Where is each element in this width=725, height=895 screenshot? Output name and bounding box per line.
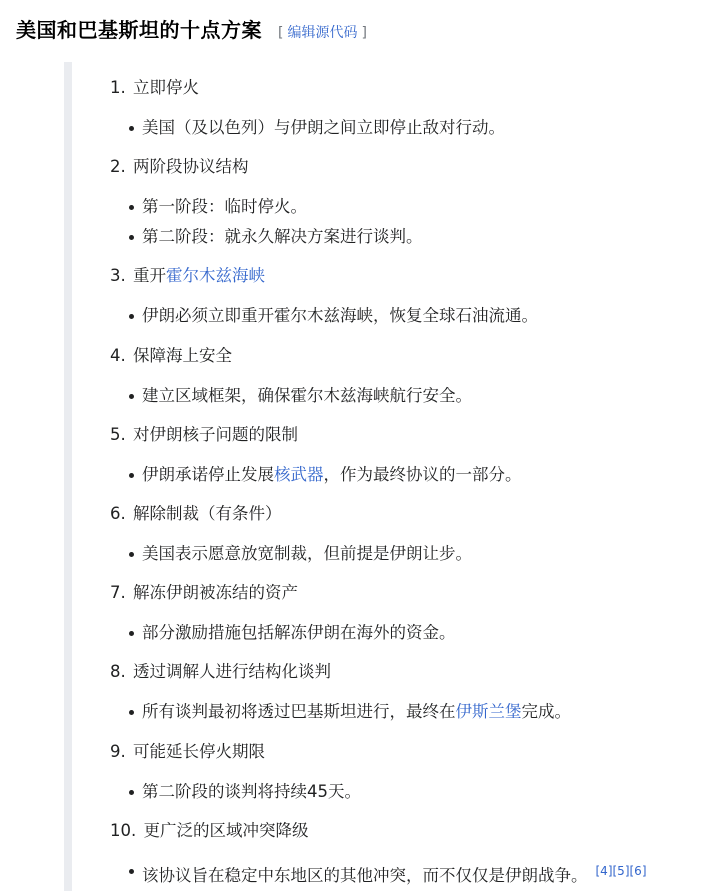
point-number: 8. xyxy=(110,662,126,682)
point-title-text: 解除制裁（有条件） xyxy=(133,503,282,523)
point-3 xyxy=(110,261,720,340)
point-4 xyxy=(110,341,720,420)
bullet-item: 第二阶段：就永久解决方案进行谈判。 xyxy=(128,222,423,252)
point-number: 2. xyxy=(110,157,126,177)
point-title-text: 立即停火 xyxy=(133,78,199,97)
bullet-list xyxy=(128,539,472,569)
bullet-item: 伊朗必须立即重开霍尔木兹海峡，恢复全球石油流通。 xyxy=(128,301,538,331)
ten-point-list xyxy=(110,73,720,895)
citation-link-5[interactable]: [5] xyxy=(612,863,630,878)
bullet-item: 第二阶段的谈判将持续45天。 xyxy=(128,777,361,807)
point-7 xyxy=(110,578,720,657)
section-title: 美国和巴基斯坦的十点方案 xyxy=(16,18,262,42)
bullet-item: 美国（及以色列）与伊朗之间立即停止敌对行动。 xyxy=(128,113,505,143)
bullet-item xyxy=(128,697,571,727)
point-title-text: 两阶段协议结构 xyxy=(133,157,249,177)
point-title xyxy=(110,73,199,103)
bullet-text-suffix: ，作为最终协议的一部分。 xyxy=(323,464,522,484)
point-title-text: 可能延长停火期限 xyxy=(133,741,265,761)
bullet-item: 美国表示愿意放宽制裁，但前提是伊朗让步。 xyxy=(128,539,472,569)
bullet-item: 第一阶段：临时停火。 xyxy=(128,192,423,222)
bullet-item: 建立区域框架，确保霍尔木兹海峡航行安全。 xyxy=(128,381,472,411)
citation-link-4[interactable]: [4] xyxy=(595,863,613,878)
point-number: 9. xyxy=(110,741,126,761)
bullet-list xyxy=(128,113,505,143)
point-title xyxy=(110,420,298,450)
edit-source-link[interactable]: 编辑源代码 xyxy=(287,25,358,41)
point-number: 1. xyxy=(110,78,126,97)
strait-of-hormuz-link[interactable]: 霍尔木兹海峡 xyxy=(166,266,265,286)
bullet-list xyxy=(128,856,647,886)
point-10 xyxy=(110,816,720,895)
bullet-item: 部分激励措施包括解冻伊朗在海外的资金。 xyxy=(128,618,456,648)
bullet-item xyxy=(128,856,647,886)
point-8 xyxy=(110,657,720,736)
bullet-text-suffix: 完成。 xyxy=(521,702,571,722)
bullet-list xyxy=(128,697,571,727)
bullet-list xyxy=(128,381,472,411)
point-number: 3. xyxy=(110,266,126,286)
point-number: 7. xyxy=(110,583,126,603)
point-number: 6. xyxy=(110,503,126,523)
point-title-text: 解冻伊朗被冻结的资产 xyxy=(133,583,298,603)
point-9 xyxy=(110,737,720,816)
blockquote-border xyxy=(64,62,72,891)
point-6 xyxy=(110,499,720,578)
point-2 xyxy=(110,152,720,261)
bullet-list xyxy=(128,618,456,648)
bullet-list xyxy=(128,460,522,490)
point-number: 10. xyxy=(110,820,137,840)
point-title-text: 保障海上安全 xyxy=(133,345,232,365)
point-title xyxy=(110,341,232,371)
edit-bracket-open: [ xyxy=(278,25,284,41)
bullet-list xyxy=(128,192,423,252)
point-title xyxy=(110,816,309,846)
bullet-item xyxy=(128,460,522,490)
bullet-text: 该协议旨在稳定中东地区的其他冲突，而不仅仅是伊朗战争。 xyxy=(142,865,588,885)
edit-bracket-close: ] xyxy=(361,25,367,41)
bullet-list xyxy=(128,301,538,331)
nuclear-weapons-link[interactable]: 核武器 xyxy=(274,464,324,484)
point-title-text: 重开 xyxy=(133,266,166,286)
point-title-text: 对伊朗核子问题的限制 xyxy=(133,424,298,444)
point-title xyxy=(110,152,249,182)
citation-refs xyxy=(596,864,647,878)
section-heading xyxy=(16,14,367,43)
point-1 xyxy=(110,73,720,152)
point-title xyxy=(110,578,298,608)
citation-link-6[interactable]: [6] xyxy=(629,863,647,878)
bullet-list xyxy=(128,777,361,807)
point-title xyxy=(110,261,265,291)
point-title xyxy=(110,499,282,529)
edit-section xyxy=(278,22,367,42)
point-title-text: 更广泛的区域冲突降级 xyxy=(143,820,309,840)
point-title-text: 透过调解人进行结构化谈判 xyxy=(133,662,331,682)
point-5 xyxy=(110,420,720,499)
bullet-text-prefix: 所有谈判最初将透过巴基斯坦进行，最终在 xyxy=(142,702,456,722)
point-title xyxy=(110,657,331,687)
point-number: 4. xyxy=(110,345,126,365)
point-number: 5. xyxy=(110,424,126,444)
point-title xyxy=(110,737,265,767)
bullet-text-prefix: 伊朗承诺停止发展 xyxy=(142,464,274,484)
islamabad-link[interactable]: 伊斯兰堡 xyxy=(455,702,522,722)
